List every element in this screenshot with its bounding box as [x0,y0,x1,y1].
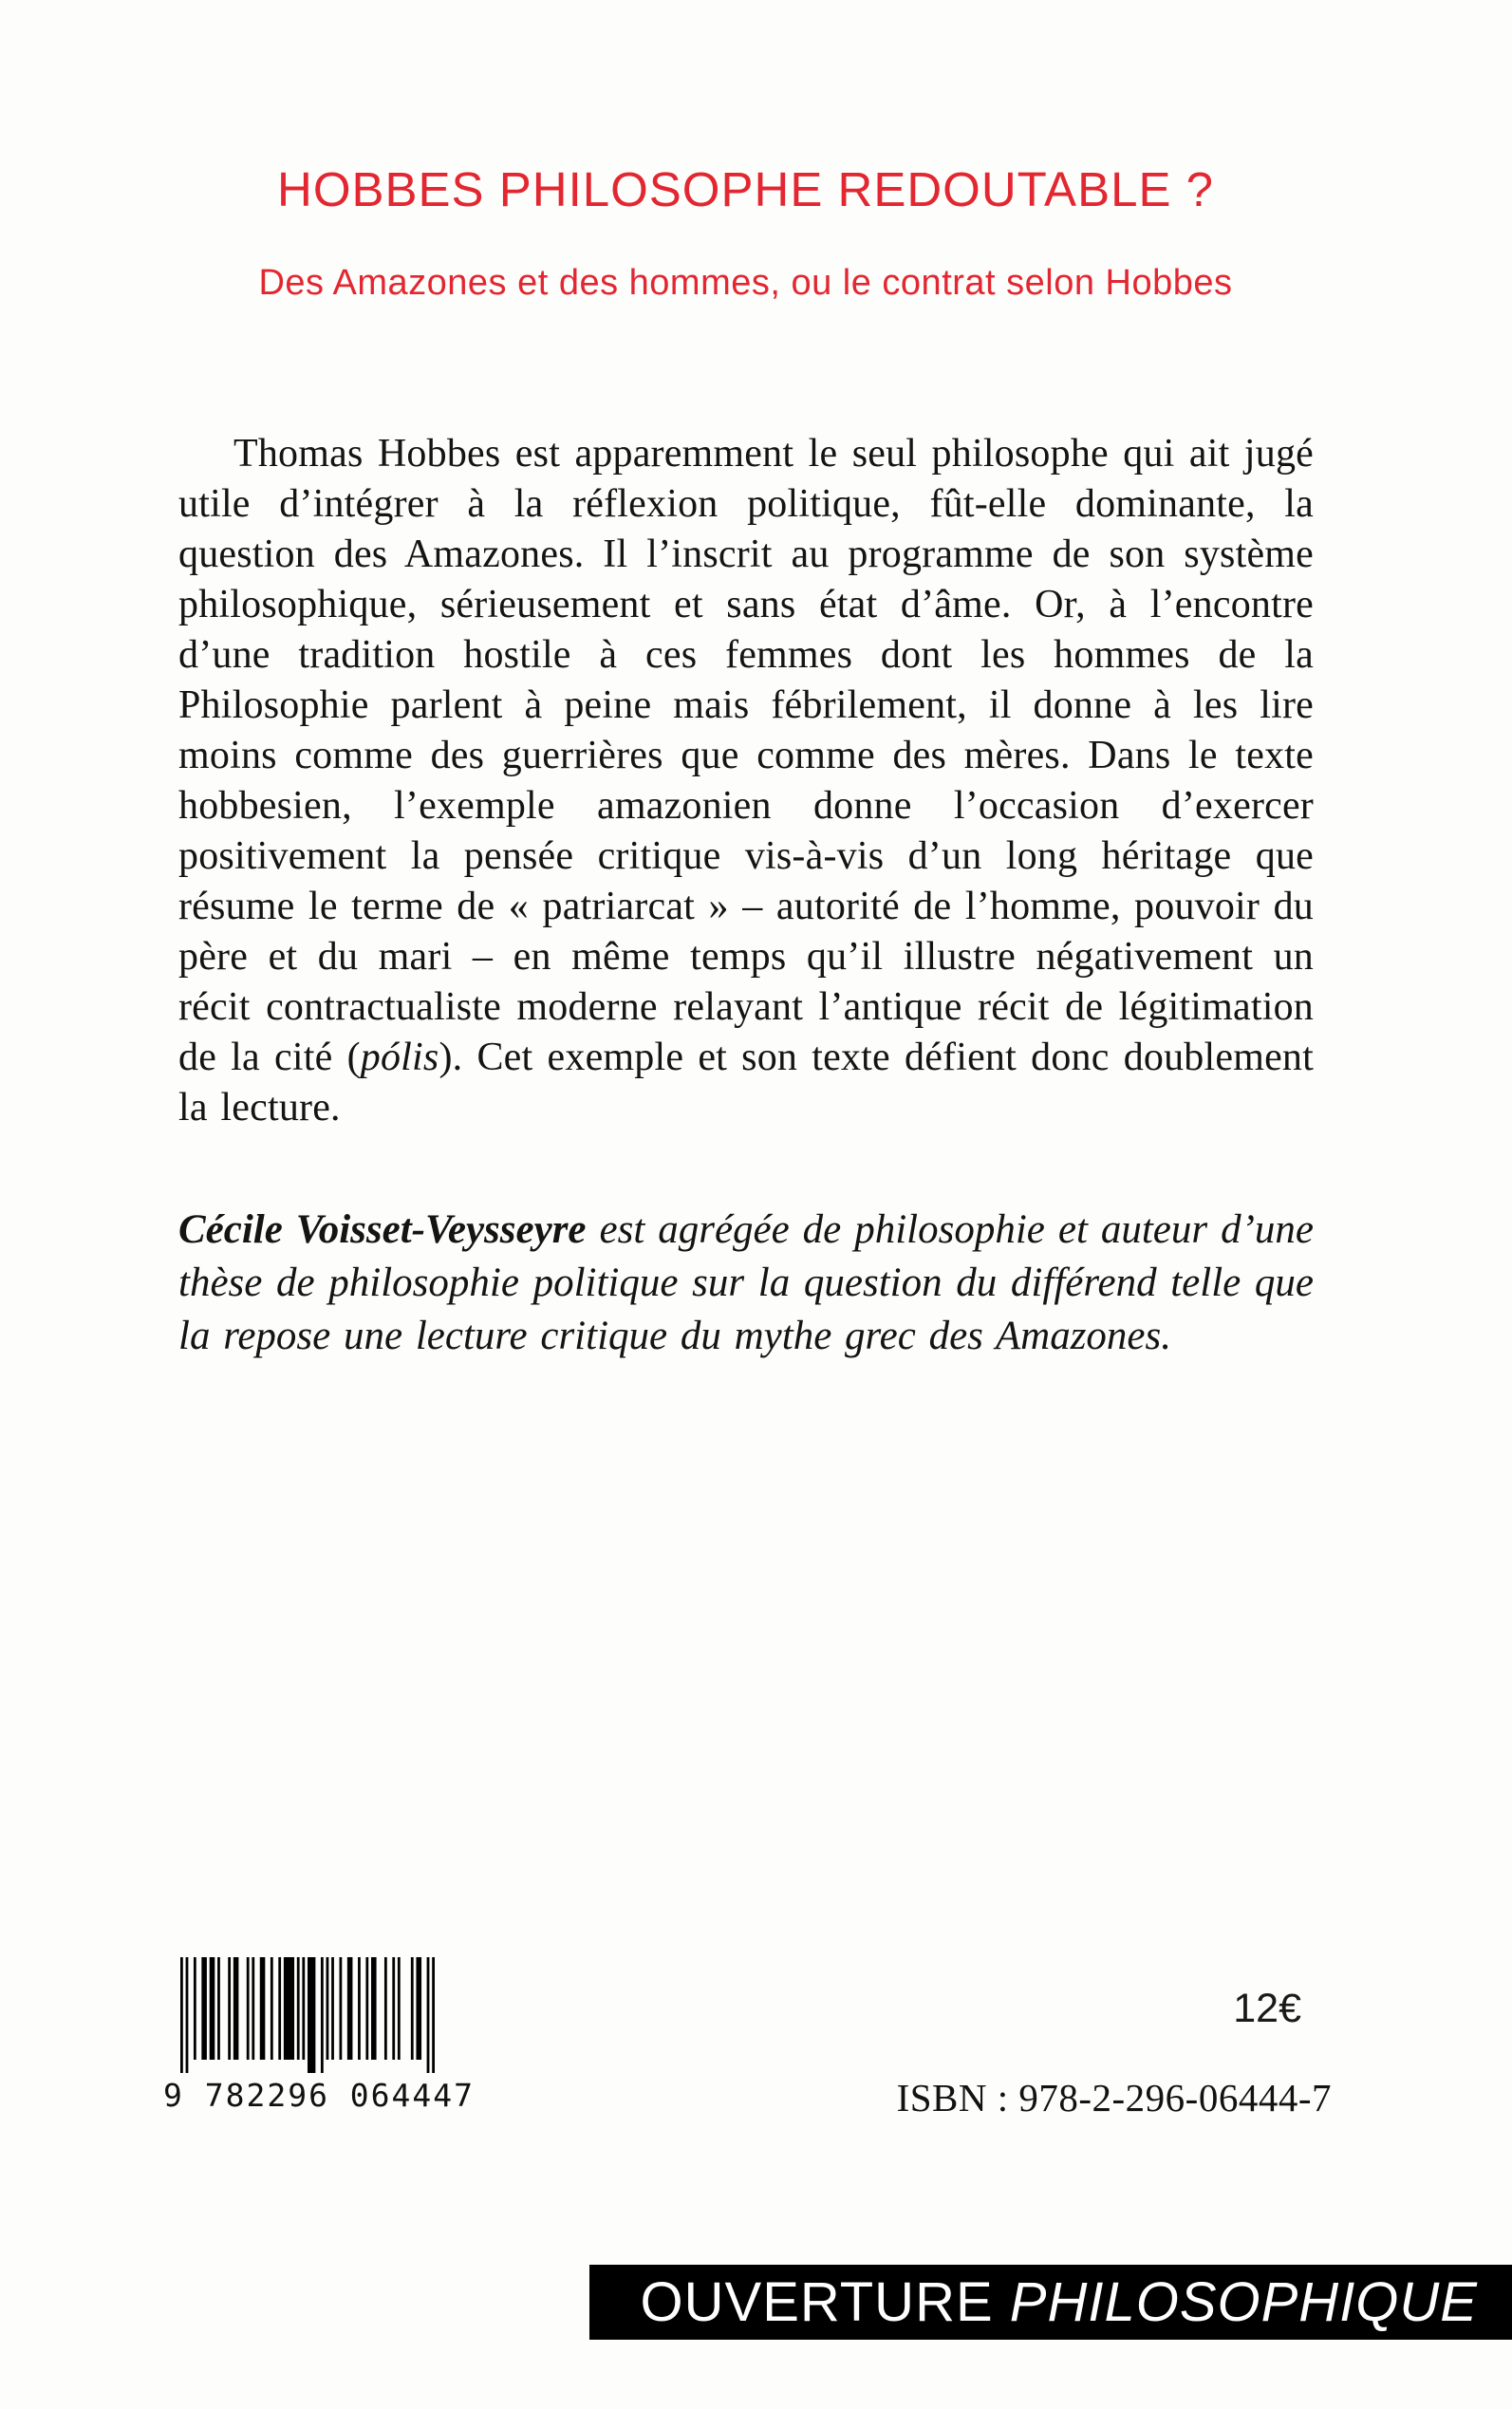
author-name: Cécile Voisset-Veysseyre [178,1207,587,1252]
barcode-digits: 9 782296 064447 [163,2077,476,2114]
series-name-italic: PHILOSOPHIQUE [1009,2271,1478,2333]
synopsis-text-before: Thomas Hobbes est apparemment le seul philosophe qui ait jugé utile d’intégrer à la réflexion politique, fût-elle dominante, la question des Amazones. Il l’inscrit au programme de son système philosophique, sérieusement et sans état d’âme. Or, à l’encontre d’une tradition hostile à ces femmes dont les hommes de la Philosophie parlent à peine mais fébrilement, il donne à les lire moins comme des guerrières que comme des mères. Dans le texte hobbesien, l’exemple amazonien donne l’occasion d’exercer positivement la pensée critique vis-à-vis d’un long héritage que résume le terme de « patriarcat » – autorité de l’homme, pouvoir du père et du mari – en même temps qu’il illustre négativement un récit contractualiste moderne relayant l’antique récit de légitimation de la cité ( [178,432,1314,1079]
barcode-bars [180,1957,435,2073]
book-subtitle: Des Amazones et des hommes, ou le contrat selon Hobbes [258,263,1233,303]
synopsis-paragraph [178,429,1314,1133]
author-bio-text: est agrégée de philosophie et auteur d’une thèse de philosophie politique sur la question du différend telle que la repose une lecture critique du mythe grec des Amazones. [178,1207,1314,1358]
book-title: HOBBES PHILOSOPHE REDOUTABLE ? [277,162,1214,216]
synopsis [178,429,1314,1133]
synopsis-italic-word: pólis [360,1036,439,1079]
series-banner [589,2265,1512,2340]
barcode [163,1957,476,2114]
synopsis-text-after: ). Cet exemple et son texte défient donc doublement la lecture. [178,1036,1314,1130]
isbn-label: ISBN : 978-2-296-06444-7 [896,2076,1332,2120]
author-bio [178,1204,1314,1363]
series-name-regular: OUVERTURE [640,2271,1010,2333]
cover-header [178,161,1313,304]
price-label: 12€ [1233,1986,1301,2031]
author-bio-paragraph [178,1204,1314,1363]
